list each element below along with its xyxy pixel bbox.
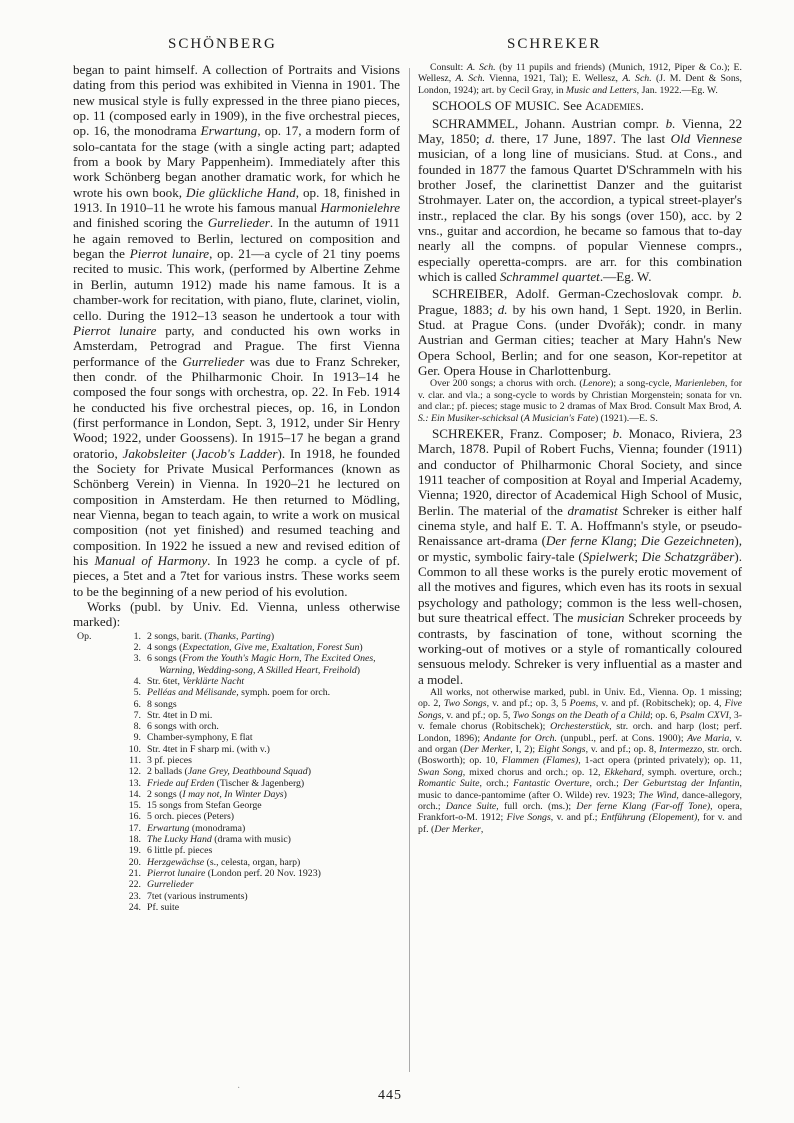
- work-number: 23.: [128, 890, 141, 902]
- op-label: Op.: [77, 630, 92, 642]
- work-item: [73, 631, 400, 642]
- text: ), or mystic, symbolic fairy-tale (: [418, 533, 742, 564]
- text: Over 200 songs; a chorus with orch. (: [430, 378, 583, 390]
- body-text: . In 1923 he comp. a cycle of pf. pieces, a 5tet and a 7tet for various instrs. These works seem to be the beginning of a new period of his evolution.: [73, 553, 400, 599]
- work-item: [73, 710, 400, 721]
- works-intro: Works (publ. by Univ. Ed. Vienna, unless otherwise marked):: [73, 599, 400, 630]
- work-title: Die glückliche Hand: [185, 184, 296, 200]
- work-number: 6.: [133, 698, 141, 710]
- text: Consult:: [430, 62, 467, 73]
- work-text: ,: [480, 823, 484, 835]
- work-title: Der ferne Klang (Far-off Tone): [576, 800, 711, 812]
- work-text: All works, not otherwise marked, publ. in Univ. Ed., Vienna. Op. 1 missing; op. 2,: [418, 686, 742, 710]
- schreker-entry: [418, 426, 742, 687]
- work-text: (Tischer & Jagenberg): [214, 777, 305, 789]
- work-text: (London perf. 20 Nov. 1923): [205, 867, 321, 879]
- text: Monaco, Riviera, 23 March, 1878. Pupil of Robert Fuchs, Vienna; founder (1911) and conductor of Philharmonic Choral Society, and since 1911 teacher of composition at Royal and Imperial Academy, Vienna; 1920, director of Academical High School of Music, Berlin. The material of the: [418, 426, 742, 518]
- work-title: Dance Suite: [445, 800, 497, 812]
- work-text: Chamber-symphony, E flat: [147, 732, 253, 744]
- italic: Old Viennese: [670, 130, 743, 146]
- work-number: 10.: [128, 743, 141, 755]
- work-title: Jacob's Ladder: [195, 445, 278, 461]
- page-mark: ·: [237, 1083, 241, 1094]
- text: Schreker is either half cinema style, and half E. T. A. Hoffmann's style, or pseudo-Renaissance art-drama (: [418, 502, 742, 549]
- work-text: , music to dance-pantomime (after O. Wilde) rev. 1923;: [418, 778, 742, 801]
- work-text: , 3-v. female chorus (Robitschek);: [418, 709, 742, 733]
- work-number: 16.: [128, 811, 141, 823]
- work-title: Andante for Orch.: [483, 732, 557, 744]
- work-title: Herzgewächse: [147, 856, 205, 868]
- schrammel-entry: [418, 116, 742, 285]
- work-number: 8.: [133, 721, 141, 733]
- work-title: Poems: [569, 698, 596, 710]
- work-item: [73, 834, 400, 845]
- work-title: Verklärte Nacht: [182, 675, 245, 687]
- work-item: [73, 857, 400, 868]
- work-text: (drama with music): [211, 834, 291, 846]
- text: there, 17 June, 1897. The last: [494, 130, 671, 146]
- work-title: Psalm CXVI: [680, 709, 729, 721]
- text: (: [518, 412, 524, 424]
- work-text: , dance-allegory, orch.;: [418, 789, 742, 812]
- work-item: [73, 891, 400, 902]
- work-title: Thanks, Parting: [207, 630, 271, 642]
- text: musician, of a long line of musicians. Stud. at Cons., and founded in 1877 the famous Quartet D'Schrammeln with his brother Josef, the clarinettist Danzer and the guitarist Strohmayer. Later on, the accordion, a typical street-player's instr., replaced the clar. By his songs (over 150), acc. by 2 vns., guitar and accordion, he became so famous that to-day nearly all the compns. of popular Viennese comprs., especially operetta-comprs. are arr. for this combination which is called: [418, 146, 742, 284]
- work-item: [73, 721, 400, 732]
- work-number: 4.: [133, 675, 141, 687]
- work-text: (s., celesta, organ, harp): [204, 856, 301, 868]
- text: ); a song-cycle,: [610, 378, 675, 390]
- italic: d.: [497, 301, 508, 317]
- text: (by 11 pupils and friends) (Munich, 1912, Piper & Co.); E. Wellesz,: [418, 62, 742, 85]
- italic: A. Sch.: [622, 73, 652, 85]
- work-title: Orchesterstück: [550, 721, 610, 733]
- schoenberg-consult: [418, 62, 742, 96]
- italic: d.: [485, 130, 495, 146]
- work-number: 15.: [128, 800, 141, 812]
- italic: Die Schatzgräber: [641, 548, 735, 564]
- work-title: Gurrelieder: [182, 353, 245, 369]
- work-title: Two Songs on the Death of a Child: [512, 709, 651, 721]
- text: German-Czechoslovak compr.: [549, 286, 733, 302]
- body-text: ). In 1918, he founded the Society for Private Musical Performances (known as Schönberg Verein) in Vienna. In 1920–21 he lectured on composition in Amsterdam. He then returned to Mödling, near Vienna, began to teach again, to write a work on musical composition (not yet finished) and resumed teaching and composition. In 1922 he issued a new and revised edition of his: [73, 445, 400, 568]
- work-title: Jakobsleiter: [122, 445, 187, 461]
- text: ;: [634, 548, 642, 564]
- work-text: ): [356, 664, 361, 676]
- text: , Jan. 1922.—Eg. W.: [636, 84, 718, 96]
- work-text: , mixed chorus and orch.; op. 12,: [462, 766, 605, 778]
- work-title: Der Merker: [463, 743, 511, 755]
- work-item: [73, 755, 400, 766]
- work-title: Expectation, Give me, Exaltation, Forest Sun: [182, 642, 360, 654]
- work-number: 3.: [133, 653, 141, 665]
- work-title: Friede auf Erden: [147, 777, 215, 789]
- column-rule: [409, 68, 410, 1072]
- work-number: 1.: [133, 630, 141, 642]
- work-text: ): [307, 766, 311, 778]
- work-text: 6 songs with orch.: [147, 721, 219, 733]
- work-number: 13.: [128, 777, 141, 789]
- italic: musician: [577, 610, 625, 626]
- work-item: [73, 868, 400, 879]
- work-text: , v. and organ (: [418, 732, 742, 755]
- work-item: [73, 699, 400, 710]
- work-text: , for v. and pf. (: [418, 812, 742, 835]
- entry-head: SCHOOLS OF MUSIC.: [432, 98, 560, 114]
- work-item: [73, 653, 400, 676]
- entry-head: SCHREIBER, Adolf.: [432, 286, 550, 302]
- work-item: [73, 642, 400, 653]
- work-text: , I, 2);: [510, 743, 539, 755]
- work-text: , str. orch. (Bosworth); op. 10,: [418, 743, 742, 767]
- text: Composer;: [542, 426, 613, 442]
- work-text: 6 little pf. pieces: [147, 845, 213, 857]
- italic: b.: [732, 286, 742, 302]
- text: Schreker proceeds by contrasts, by fascination of tone, without scorning the working-out of motives or a style of romantically coloured sensuous melody. Schreker is very influential as a master and a model.: [418, 610, 742, 687]
- work-text: , str. orch. and harp (lost; perf. London, 1896);: [418, 721, 743, 744]
- work-text: ): [359, 642, 363, 654]
- work-number: 7.: [133, 709, 141, 721]
- work-text: 2 ballads (: [147, 766, 188, 778]
- work-title: Fantastic Overture: [513, 778, 590, 790]
- work-text: , v. and pf.; op. 3, 5: [486, 698, 570, 710]
- work-text: , symph. overture, orch.;: [641, 766, 742, 778]
- work-text: 5 orch. pieces (Peters): [147, 811, 235, 823]
- work-text: Str. 6tet,: [147, 675, 183, 687]
- work-title: Flammen (Flames): [501, 755, 579, 767]
- work-number: 19.: [128, 845, 141, 857]
- body-text: . In the autumn of 1911 he again removed to Berlin, lectured on composition and began the: [73, 215, 400, 262]
- work-number: 18.: [128, 834, 141, 846]
- work-text: Pf. suite: [147, 901, 180, 913]
- italic: Spielwerk: [582, 548, 635, 564]
- work-item: [73, 744, 400, 755]
- work-number: 20.: [128, 856, 141, 868]
- work-title: From the Youth's Magic Horn, The Excited Ones, Warning, Wedding-song, A Skilled Heart, Freihold: [159, 653, 376, 676]
- schoenberg-body: [73, 62, 400, 599]
- work-title: Swan Song: [418, 766, 463, 778]
- schools-entry: [418, 98, 742, 113]
- cross-reference: Academies.: [585, 98, 644, 114]
- work-text: 8 songs: [147, 698, 177, 710]
- work-text: , orch.;: [589, 778, 624, 790]
- work-title: Jane Grey, Deathbound Squad: [187, 766, 308, 778]
- work-title: The Wind: [638, 789, 677, 801]
- work-text: Str. 4tet in D mi.: [147, 709, 213, 721]
- body-text: , op. 17, a modern form of solo-cantata for the stage (with a single acting part; adapted from a book by Mary Pappenheim). Immediately after this work Schönberg began another dramatic work, for which he wrote his own book,: [73, 123, 400, 200]
- work-text: 2 songs, barit. (: [147, 630, 208, 642]
- work-title: Der Merker: [434, 823, 481, 835]
- work-number: 5.: [133, 687, 141, 699]
- text: ). Common to all these works is the purely erotic movement of all the motives and figures, which even has its roots in sexual psychology and pathology; common is the less well-chosen, but sure theatrical effect. The: [418, 548, 742, 626]
- work-title: Pierrot lunaire: [129, 246, 210, 262]
- entry-head: SCHREKER, Franz.: [432, 426, 543, 442]
- italic: A. Sch.: [466, 62, 496, 73]
- right-column: [418, 62, 742, 835]
- work-text: ; op. 6,: [650, 709, 681, 721]
- entry-head: SCHRAMMEL, Johann.: [432, 115, 566, 131]
- work-title: Der Geburtstag der Infantin: [623, 778, 740, 790]
- work-number: 9.: [133, 732, 141, 744]
- work-item: [73, 676, 400, 687]
- work-item: [73, 732, 400, 743]
- work-number: 21.: [128, 867, 141, 879]
- work-item: [73, 845, 400, 856]
- body-text: and finished scoring the: [73, 215, 208, 231]
- text: (J. M. Dent & Sons, London, 1924); art. by Cecil Gray, in: [418, 73, 742, 96]
- running-head-left: SCHÖNBERG: [168, 36, 277, 52]
- work-text: , v. and pf.;: [550, 812, 601, 824]
- text: by his own hand, 1 Sept. 1920, in Berlin. Stud. at Prague Cons. (under Dvořák); condr. in many Austrian and German cities; teacher at Mary Hahn's New Opera School, Berlin; and for one season, Kor-repetitor at Ger. Opera House in Charlottenburg.: [418, 301, 742, 379]
- work-item: [73, 766, 400, 777]
- italic: Die Gezeichneten: [640, 533, 735, 549]
- work-text: , orch.;: [479, 778, 514, 790]
- work-text: 4 songs (: [147, 642, 183, 654]
- work-number: 14.: [128, 788, 141, 800]
- work-text: , 1-act opera (printed privately); op. 11,: [578, 755, 742, 767]
- italic: b.: [612, 426, 623, 442]
- work-item: [73, 823, 400, 834]
- italic: Schrammel quartet: [499, 269, 600, 284]
- work-text: , symph. poem for orch.: [236, 687, 331, 699]
- work-title: Intermezzo: [659, 743, 703, 755]
- work-item: [73, 902, 400, 913]
- work-text: 15 songs from Stefan George: [147, 800, 262, 812]
- body-text: began to paint himself. A collection of Portraits and Visions dating from this period was exhibited in Vienna in 1901. The new musical style is fully expressed in the three piano pieces, op. 11 (composed early in 1909), in the five orchestral pieces, op. 16, the monodrama: [73, 62, 400, 139]
- body-text: , op. 21—a cycle of 21 tiny poems recited to music. This work, (performed by Albertine Zehme in Berlin, autumn 1912) made his name famous. It is a chamber-work for recitation, with piano, flute, clarinet, violin, cello. During the 1912–13 season he undertook a tour with: [73, 246, 401, 323]
- page-number: 445: [378, 1088, 402, 1103]
- running-head-right: SCHREKER: [507, 36, 602, 52]
- work-title: Romantic Suite: [418, 778, 480, 790]
- text: Vienna, 22 May, 1850;: [418, 115, 743, 146]
- work-number: 22.: [128, 879, 141, 891]
- text: .—Eg. W.: [599, 269, 652, 284]
- work-item: [73, 879, 400, 890]
- schreiber-works: [418, 378, 742, 424]
- work-title: Ave Maria: [687, 732, 730, 744]
- text: ;: [633, 533, 641, 549]
- work-text: 2 songs (: [147, 788, 183, 800]
- work-text: , opera, Frankfort-o-M. 1912;: [418, 800, 743, 824]
- work-title: Two Songs: [443, 698, 487, 710]
- work-number: 24.: [128, 901, 141, 913]
- work-number: 17.: [128, 822, 141, 834]
- work-title: Erwartung: [147, 822, 190, 834]
- italic: b.: [665, 115, 676, 131]
- work-title: Pierrot lunaire: [147, 867, 206, 879]
- italic: A Musician's Fate: [523, 412, 595, 424]
- work-title: Five Songs: [418, 698, 742, 721]
- work-text: 3 pf. pieces: [147, 754, 192, 766]
- work-text: 7tet (various instruments): [147, 890, 248, 902]
- work-text: Str. 4tet in F sharp mi. (with v.): [147, 743, 270, 755]
- text: Vienna, 1921, Tal); E. Wellesz,: [484, 73, 623, 85]
- work-title: Pelléas and Mélisande: [147, 687, 237, 699]
- work-title: Five Songs: [506, 812, 551, 824]
- schreker-works: [418, 687, 742, 835]
- italic: Lenore: [582, 378, 611, 390]
- body-text: , op. 18, finished in 1913. In 1910–11 he wrote his famous manual: [73, 184, 400, 216]
- body-text: party, and conducted his own works in Amsterdam, Petrograd and Prague. The first Vienna performance of the: [73, 322, 400, 369]
- text: Austrian compr.: [565, 115, 666, 131]
- italic: Marienleben: [674, 378, 725, 390]
- work-item: [73, 811, 400, 822]
- work-title: Ekkehard: [604, 766, 642, 778]
- work-item: [73, 800, 400, 811]
- work-title: Gurrelieder: [207, 215, 270, 231]
- work-text: , v. and pf.; op. 5,: [441, 709, 513, 721]
- left-column: [73, 62, 400, 913]
- work-title: I may not, In Winter Days: [182, 788, 284, 800]
- text: ) (1921).—E. S.: [594, 412, 658, 424]
- body-text: (: [186, 445, 196, 461]
- work-text: 6 songs (: [147, 653, 183, 665]
- work-text: , v. and pf. (Robitschek); op. 4,: [595, 698, 725, 710]
- italic: Der ferne Klang: [545, 533, 634, 549]
- work-number: 12.: [128, 766, 141, 778]
- schreiber-entry: [418, 286, 742, 378]
- italic: A. Sch.: [455, 73, 485, 85]
- work-title: Entführung (Elopement): [600, 812, 698, 824]
- work-text: (unpubl., perf. at Cons. 1900);: [556, 732, 688, 744]
- work-item: [73, 778, 400, 789]
- work-number: 11.: [129, 754, 141, 766]
- text: , for v. clar. and vla.; a song-cycle to words by Christian Morgenstein; sonata for vn. and clar.; pf. pieces; stage music to 2 dramas of Max Brod. Consult Max Brod,: [418, 378, 742, 413]
- work-text: ): [283, 788, 287, 800]
- text: Prague, 1883;: [418, 301, 498, 317]
- italic: Music and Letters: [565, 84, 637, 96]
- work-text: , v. and pf.; op. 8,: [585, 743, 660, 755]
- work-text: ): [270, 630, 275, 642]
- work-title: Harmonielehre: [320, 200, 400, 216]
- body-text: was due to Franz Schreker, then condr. of the Philharmonic Choir. In 1913–14 he composed the four songs with orchestra, op. 22. In Feb. 1914 he conducted his five orchestral pieces, op. 16, in London (first performance in London, Sept. 3, 1912, under Sir Henry Wood; 1922, under Goossens). In 1915–17 he began a grand oratorio,: [73, 353, 400, 461]
- works-list: [73, 631, 400, 913]
- work-title: Erwartung: [200, 123, 258, 139]
- work-text: (monodrama): [189, 822, 246, 834]
- italic: dramatist: [567, 502, 618, 518]
- work-title: Eight Songs: [538, 743, 586, 755]
- see-label: See: [562, 98, 582, 114]
- work-item: [73, 687, 400, 698]
- work-number: 2.: [133, 642, 141, 654]
- italic: A. S.: Ein Musiker-schicksal: [418, 401, 742, 424]
- work-title: The Lucky Hand: [147, 834, 212, 846]
- work-title: Pierrot lunaire: [73, 322, 157, 338]
- work-title: Gurrelieder: [147, 879, 194, 891]
- work-text: , full orch. (ms.);: [496, 800, 577, 812]
- work-item: [73, 789, 400, 800]
- work-title: Manual of Harmony: [94, 553, 208, 568]
